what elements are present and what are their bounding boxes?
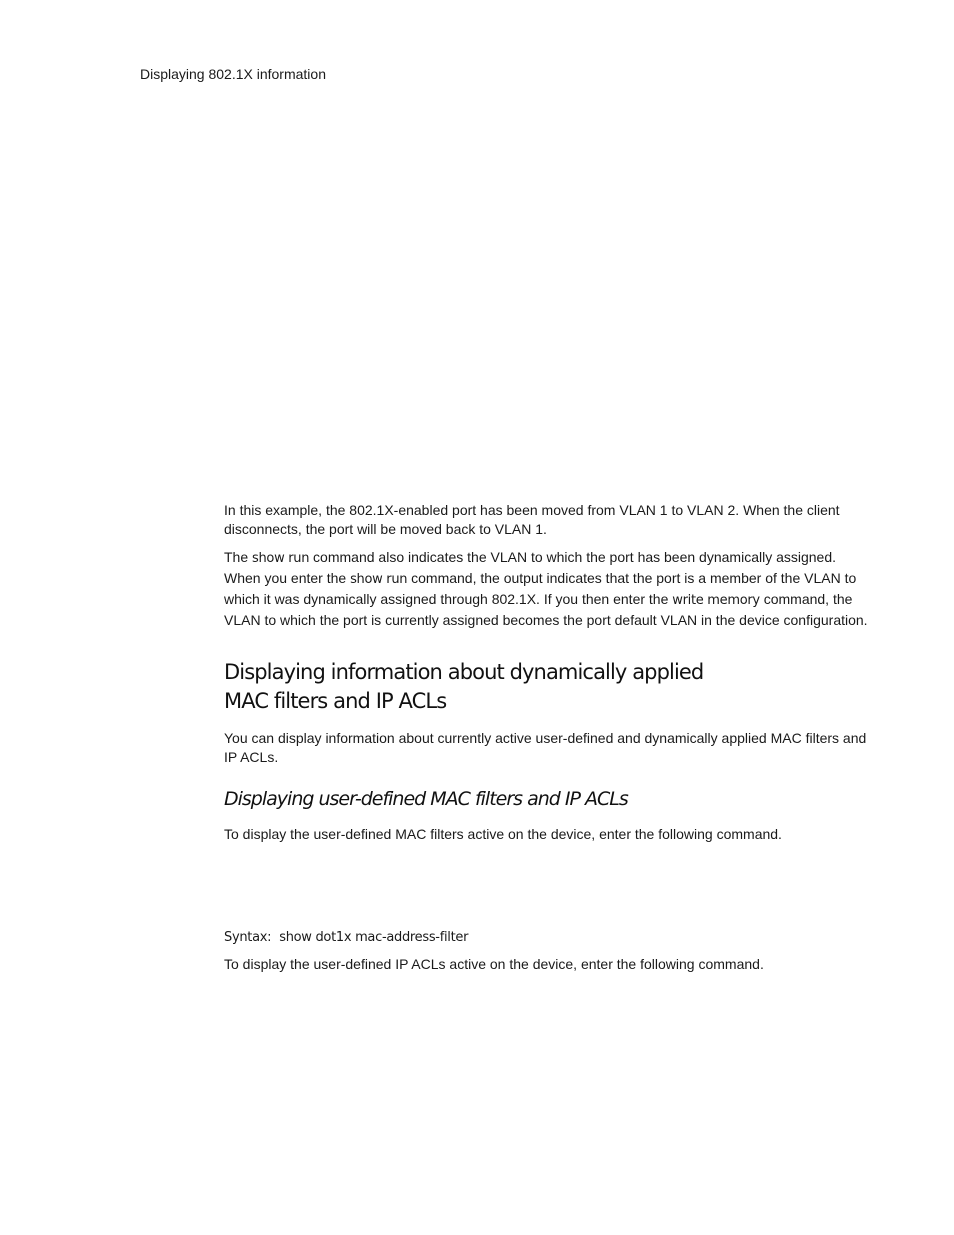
paragraph-ip-acls: To display the user-defined IP ACLs active on the device, enter the following command.	[224, 956, 764, 973]
paragraph-intro: You can display information about currently active user-defined and dynamically applied MAC filters and IP ACLs.	[224, 730, 867, 765]
paragraph-vlan-move: In this example, the 802.1X-enabled port has been moved from VLAN 1 to VLAN 2. When the client disconnects, the port will be moved back to VLAN 1.	[224, 502, 840, 537]
paragraph-mac-filters: To display the user-defined MAC filters active on the device, enter the following command.	[224, 825, 782, 842]
section-heading	[224, 658, 874, 716]
text-segment: The	[224, 549, 253, 566]
syntax-command: show dot1x mac-address-filter	[279, 930, 469, 946]
subsection-heading: Displaying user-defined MAC filters and IP ACLs	[224, 787, 628, 810]
syntax-label: Syntax:	[224, 930, 272, 946]
text-segment: command also indicates the VLAN to which the port has been dynamically assigned. When you enter the	[224, 549, 837, 587]
paragraph-show-run	[224, 548, 874, 629]
command-show-run: show run	[252, 551, 310, 567]
text-segment: command, the output indicates that the port is a member of the VLAN to which it was dynamically assigned through 802.1X. If you then enter the	[224, 570, 857, 607]
text-segment: command, the VLAN to which the port is currently assigned becomes the port default VLAN in the device configuration.	[224, 590, 868, 628]
page-content	[224, 501, 874, 984]
command-show-run: show run	[350, 572, 408, 588]
running-header: Displaying 802.1X information	[140, 66, 326, 82]
section-heading-line: Displaying information about dynamically applied	[224, 660, 704, 685]
syntax-line	[224, 929, 874, 946]
command-write-memory: write memory	[672, 592, 760, 608]
section-heading-line: MAC filters and IP ACLs	[224, 689, 447, 714]
